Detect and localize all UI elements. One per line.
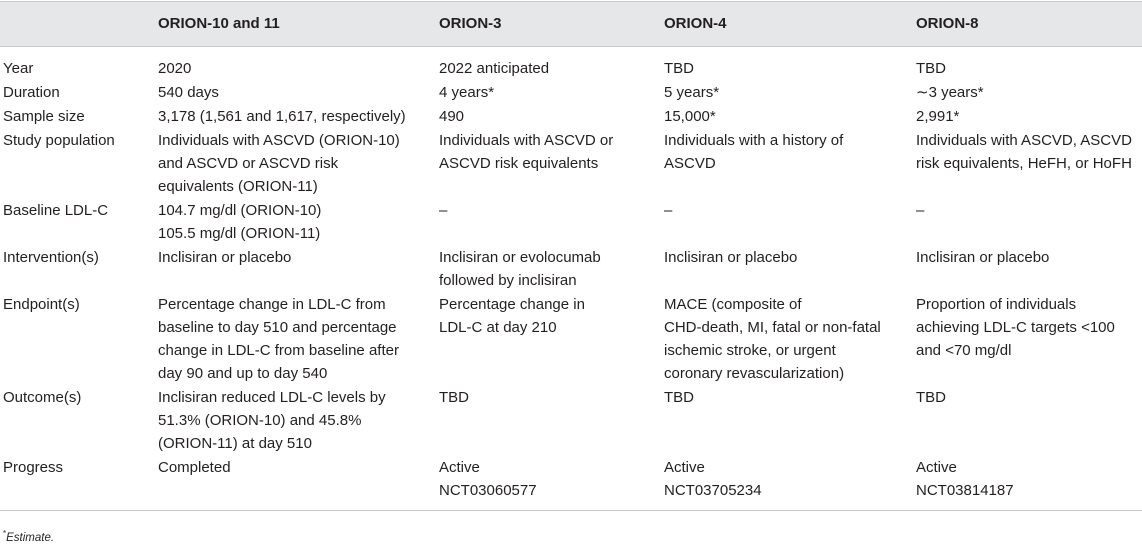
cell-line: 105.5 mg/dl (ORION-11) <box>158 225 321 242</box>
table-row <box>0 106 1142 130</box>
row-label <box>0 294 155 387</box>
table-cell <box>155 47 436 83</box>
cell-line: Active <box>439 459 480 476</box>
cell-line: Proportion of individuals <box>916 296 1077 313</box>
cell-line: Individuals with ASCVD or <box>439 132 614 149</box>
table-cell <box>661 47 913 83</box>
table-body <box>0 47 1142 511</box>
cell-line: TBD <box>664 60 694 77</box>
table-row <box>0 457 1142 511</box>
cell-line: NCT03705234 <box>664 482 762 499</box>
row-label <box>0 457 155 511</box>
cell-line: 2020 <box>158 60 192 77</box>
row-label-text: Sample size <box>3 108 85 125</box>
table-cell <box>155 130 436 200</box>
table-cell <box>661 387 913 457</box>
table-cell <box>913 130 1142 200</box>
row-label <box>0 130 155 200</box>
table-cell <box>436 130 661 200</box>
cell-line: TBD <box>916 389 946 406</box>
table-row <box>0 47 1142 83</box>
cell-line: Completed <box>158 459 231 476</box>
table-cell <box>436 294 661 387</box>
cell-line: baseline to day 510 and percentage <box>158 319 397 336</box>
table-cell <box>661 130 913 200</box>
orion-trials-table <box>0 1 1142 511</box>
cell-line: risk equivalents, HeFH, or HoFH <box>916 155 1132 172</box>
row-label <box>0 247 155 294</box>
table-cell <box>913 457 1142 511</box>
row-label <box>0 82 155 106</box>
cell-line: – <box>664 202 673 219</box>
row-label-text: Intervention(s) <box>3 249 99 266</box>
cell-line: Percentage change in <box>439 296 585 313</box>
table-header-row <box>0 2 1142 47</box>
table-cell <box>661 247 913 294</box>
cell-line: TBD <box>916 60 946 77</box>
table-footnote <box>3 529 54 544</box>
header-cell-orion-3: ORION-3 <box>436 2 661 47</box>
cell-line: MACE (composite of <box>664 296 802 313</box>
cell-line: 104.7 mg/dl (ORION-10) <box>158 202 322 219</box>
row-label-text: Duration <box>3 84 60 101</box>
cell-line: CHD-death, MI, fatal or non-fatal <box>664 319 881 336</box>
table-cell <box>913 106 1142 130</box>
cell-line: Individuals with a history of <box>664 132 844 149</box>
cell-line: Individuals with ASCVD, ASCVD <box>916 132 1132 149</box>
table-row <box>0 130 1142 200</box>
table-row <box>0 294 1142 387</box>
table-cell <box>155 106 436 130</box>
cell-line: 2022 anticipated <box>439 60 550 77</box>
table-cell <box>913 387 1142 457</box>
cell-line: Individuals with ASCVD (ORION-10) <box>158 132 400 149</box>
row-label-text: Baseline LDL-C <box>3 202 109 219</box>
cell-line: Inclisiran or placebo <box>664 249 798 266</box>
cell-line: – <box>439 202 448 219</box>
cell-line: followed by inclisiran <box>439 272 577 289</box>
table-cell <box>436 200 661 247</box>
row-label-text: Year <box>3 60 34 77</box>
table-cell <box>661 457 913 511</box>
table-cell <box>913 82 1142 106</box>
cell-line: Inclisiran reduced LDL-C levels by <box>158 389 386 406</box>
header-cell-empty <box>0 2 155 47</box>
header-cell-orion-4: ORION-4 <box>661 2 913 47</box>
table-cell <box>155 294 436 387</box>
row-label <box>0 106 155 130</box>
table-cell <box>661 294 913 387</box>
table-cell <box>661 200 913 247</box>
table-cell <box>913 47 1142 83</box>
row-label-text: Endpoint(s) <box>3 296 80 313</box>
table-cell <box>436 106 661 130</box>
table-cell <box>913 294 1142 387</box>
table-cell <box>155 247 436 294</box>
table-cell <box>155 387 436 457</box>
table-row <box>0 247 1142 294</box>
cell-line: ASCVD risk equivalents <box>439 155 599 172</box>
cell-line: ASCVD <box>664 155 716 172</box>
cell-line: 490 <box>439 108 465 125</box>
cell-line: ∼3 years* <box>916 84 984 101</box>
table-row <box>0 200 1142 247</box>
cell-line: and <70 mg/dl <box>916 342 1012 359</box>
table-cell <box>913 200 1142 247</box>
table-cell <box>155 200 436 247</box>
cell-line: 5 years* <box>664 84 720 101</box>
row-label <box>0 387 155 457</box>
cell-line: Active <box>916 459 957 476</box>
cell-line: Active <box>664 459 705 476</box>
cell-line: LDL-C at day 210 <box>439 319 557 336</box>
cell-line: 3,178 (1,561 and 1,617, respectively) <box>158 108 406 125</box>
header-cell-orion-10-11: ORION-10 and 11 <box>155 2 436 47</box>
table-cell <box>436 247 661 294</box>
table-cell <box>661 106 913 130</box>
row-label-text: Study population <box>3 132 115 149</box>
cell-line: achieving LDL-C targets <100 <box>916 319 1115 336</box>
cell-line: and ASCVD or ASCVD risk <box>158 155 339 172</box>
row-label-text: Progress <box>3 459 64 476</box>
cell-line: Inclisiran or placebo <box>158 249 292 266</box>
table-cell <box>436 387 661 457</box>
cell-line: NCT03060577 <box>439 482 537 499</box>
cell-line: NCT03814187 <box>916 482 1014 499</box>
cell-line: 4 years* <box>439 84 495 101</box>
row-label <box>0 200 155 247</box>
cell-line: coronary revascularization) <box>664 365 845 382</box>
cell-line: Percentage change in LDL-C from <box>158 296 386 313</box>
header-cell-orion-8: ORION-8 <box>913 2 1142 47</box>
cell-line: 2,991* <box>916 108 960 125</box>
cell-line: day 90 and up to day 540 <box>158 365 328 382</box>
table-cell <box>436 82 661 106</box>
table-row <box>0 387 1142 457</box>
cell-line: TBD <box>439 389 469 406</box>
table-cell <box>155 457 436 511</box>
cell-line: Inclisiran or placebo <box>916 249 1050 266</box>
table-cell <box>436 457 661 511</box>
cell-line: 540 days <box>158 84 219 101</box>
cell-line: 51.3% (ORION-10) and 45.8% <box>158 412 362 429</box>
cell-line: 15,000* <box>664 108 716 125</box>
footnote-text: Estimate. <box>6 531 55 544</box>
footnote-marker: * <box>3 529 7 538</box>
cell-line: equivalents (ORION-11) <box>158 178 318 195</box>
table-cell <box>436 47 661 83</box>
cell-line: – <box>916 202 925 219</box>
cell-line: (ORION-11) at day 510 <box>158 435 312 452</box>
table-cell <box>155 82 436 106</box>
cell-line: change in LDL-C from baseline after <box>158 342 399 359</box>
row-label-text: Outcome(s) <box>3 389 82 406</box>
table-cell <box>661 82 913 106</box>
cell-line: ischemic stroke, or urgent <box>664 342 836 359</box>
table-row <box>0 82 1142 106</box>
cell-line: Inclisiran or evolocumab <box>439 249 601 266</box>
cell-line: TBD <box>664 389 694 406</box>
row-label <box>0 47 155 83</box>
table-cell <box>913 247 1142 294</box>
